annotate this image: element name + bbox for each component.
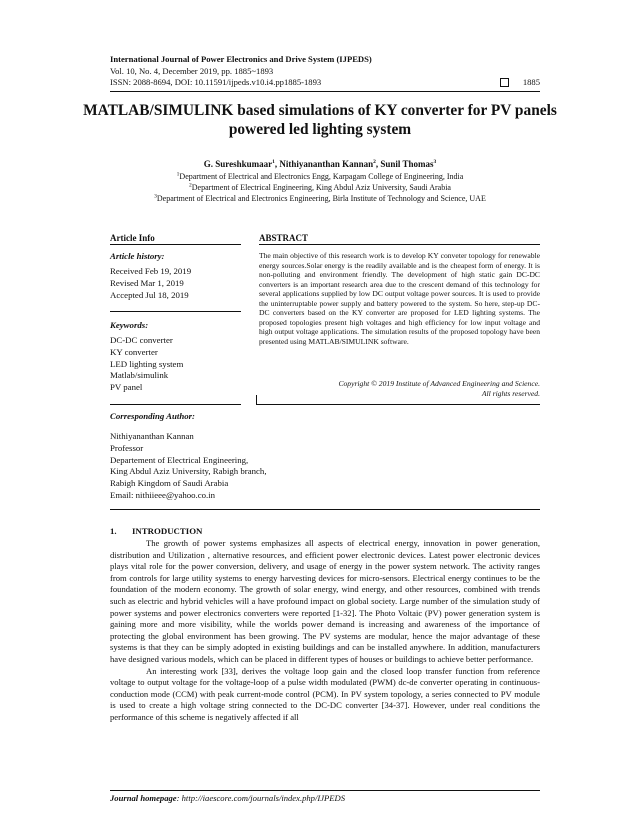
author: Nithiyananthan Kannan$^2$, <box>279 159 381 169</box>
introduction-body <box>110 538 540 724</box>
keywords-heading: Keywords: <box>110 320 149 330</box>
journal-footer <box>110 793 345 803</box>
section-heading <box>110 526 202 536</box>
abstract-bottom-divider <box>256 404 540 405</box>
keyword: DC-DC converter <box>110 335 173 345</box>
affiliation: $^2$Department of Electrical Engineering, King Abdul Aziz University, Saudi Arabia <box>189 182 451 192</box>
issn-doi: ISSN: 2088-8694, DOI: 10.11591/ijpeds.v10.i4.pp1885-1893 <box>110 77 322 87</box>
abstract-divider <box>259 244 540 245</box>
history-item: Revised Mar 1, 2019 <box>110 278 184 288</box>
article-info-divider <box>110 244 241 245</box>
author: Sunil Thomas$^3$ <box>380 159 437 169</box>
keyword-list <box>110 335 183 394</box>
section-number: 1. <box>110 526 117 536</box>
article-history <box>110 265 191 301</box>
square-icon <box>500 78 509 87</box>
journal-title: International Journal of Power Electronics and Drive System (IJPEDS) <box>110 54 372 64</box>
article-info-label: Article Info <box>110 233 155 243</box>
header-divider <box>110 91 540 92</box>
keywords-divider <box>110 404 241 405</box>
affiliation-list <box>70 171 570 204</box>
section-title: INTRODUCTION <box>132 526 203 536</box>
keyword: Matlab/simulink <box>110 370 169 381</box>
front-matter-divider <box>110 509 540 510</box>
paragraph: The growth of power systems emphasizes all aspects of electrical energy, innovation in power generation, distribution and Utilization , alternative resources, and efficient power electronic devices. Latest power electronic devices plays vital role for the power conversion, delivery, and usage of energy in the power system network. The activity ranges from controls for large utility systems to energy harvesting devices for micro-sensors. Electrical energy continues to be the foundation of the modern economy. The growth of solar energy, wind energy, and other resources, combined with trends such as electric and hybrid vehicles will a have profound impact on global society. Large number of the simulation study of power systems and power electronics converters were reported [1-32]. The Photo Voltaic (PV) power generation system is gaining more and more visibility, while the worlds power demand is increasing and awareness of the importance of protecting the global environment has been growing. The PV systems are modular, hence the major advantage of these systems is that they can be simply adopted in existing buildings and can be installed anywhere. In addition, manufacturers have designed various models, which can be placed in different types of houses or buildings to achieve better performance. <box>110 538 540 664</box>
paper-title: MATLAB/SIMULINK based simulations of KY converter for PV panels powered led lighting system <box>83 102 557 138</box>
paragraph: An interesting work [33], derives the voltage loop gain and the closed loop transfer function from reference voltage to output voltage for the voltage-loop of a pulse width modulated (PWM) dc-de converter operating in continuous-conduction mode (CCM) with peak current-mode control (PCM). In PV system topology, a series connected to PV module is used to create a high voltage string connected to the DC-DC converter [34-37]. However, under real conditions the performance of this scheme is negatively affected if all <box>110 665 540 722</box>
corresponding-author-heading: Corresponding Author: <box>110 411 195 421</box>
homepage-link[interactable]: : http://iaescore.com/journals/index.php/IJPEDS <box>176 793 346 803</box>
history-item: Received Feb 19, 2019 <box>110 266 192 276</box>
author: G. Sureshkumaar$^1$, <box>203 159 280 169</box>
keyword: PV panel <box>110 382 143 393</box>
footer-divider <box>110 790 540 791</box>
abstract-text: The main objective of this research work is to develop KY conveter topology for renewable energy sources.Solar energy is the readily available and is the cheapest form of energy. It is non-polluting and environment friendly. The development of high static gain DC-DC converters is an important research area due to the crescent demand of this technology for several applications supplied by low DC output voltage power sources. It is used to provide the uninterruptable power supply and battery powered to the system. So here, step-up DC-DC converters based on the KY converter are proposed for LED lighting systems. The proposed topologies present high voltages and high efficiency for low input voltage and high output voltage applications. The simulation results of the proposed topology have been presented using MATLAB/SIMULINK software. <box>259 251 540 346</box>
keyword: LED lighting system <box>110 358 184 369</box>
copyright: Copyright © 2019 Institute of Advanced Engineering and Science. All rights reserved. <box>338 379 540 398</box>
history-item: Accepted Jul 18, 2019 <box>110 290 189 300</box>
homepage-label: Journal homepage <box>110 793 177 803</box>
author-list <box>70 159 570 169</box>
history-divider <box>110 311 241 312</box>
affiliation: $^1$Department of Electrical and Electronics Engg, Karpagam College of Engineering, India <box>176 171 464 181</box>
journal-volume: Vol. 10, No. 4, December 2019, pp. 1885~1893 <box>110 65 274 76</box>
journal-header <box>110 54 540 89</box>
corresponding-author: Nithiyananthan Kannan Professor Departement of Electrical Engineering, King Abdul Aziz University, Rabigh branch, Rabigh Kingdom of Saudi Arabia Email: nithiieee@yahoo.co.in <box>110 431 267 500</box>
affiliation: $^3$Department of Electrical and Electronics Engineering, Birla Institute of Technology and Science, UAE <box>154 193 486 203</box>
article-history-heading: Article history: <box>110 251 165 261</box>
page-number: 1885 <box>522 77 540 87</box>
keyword: KY converter <box>110 346 158 357</box>
abstract-label: ABSTRACT <box>259 233 309 243</box>
